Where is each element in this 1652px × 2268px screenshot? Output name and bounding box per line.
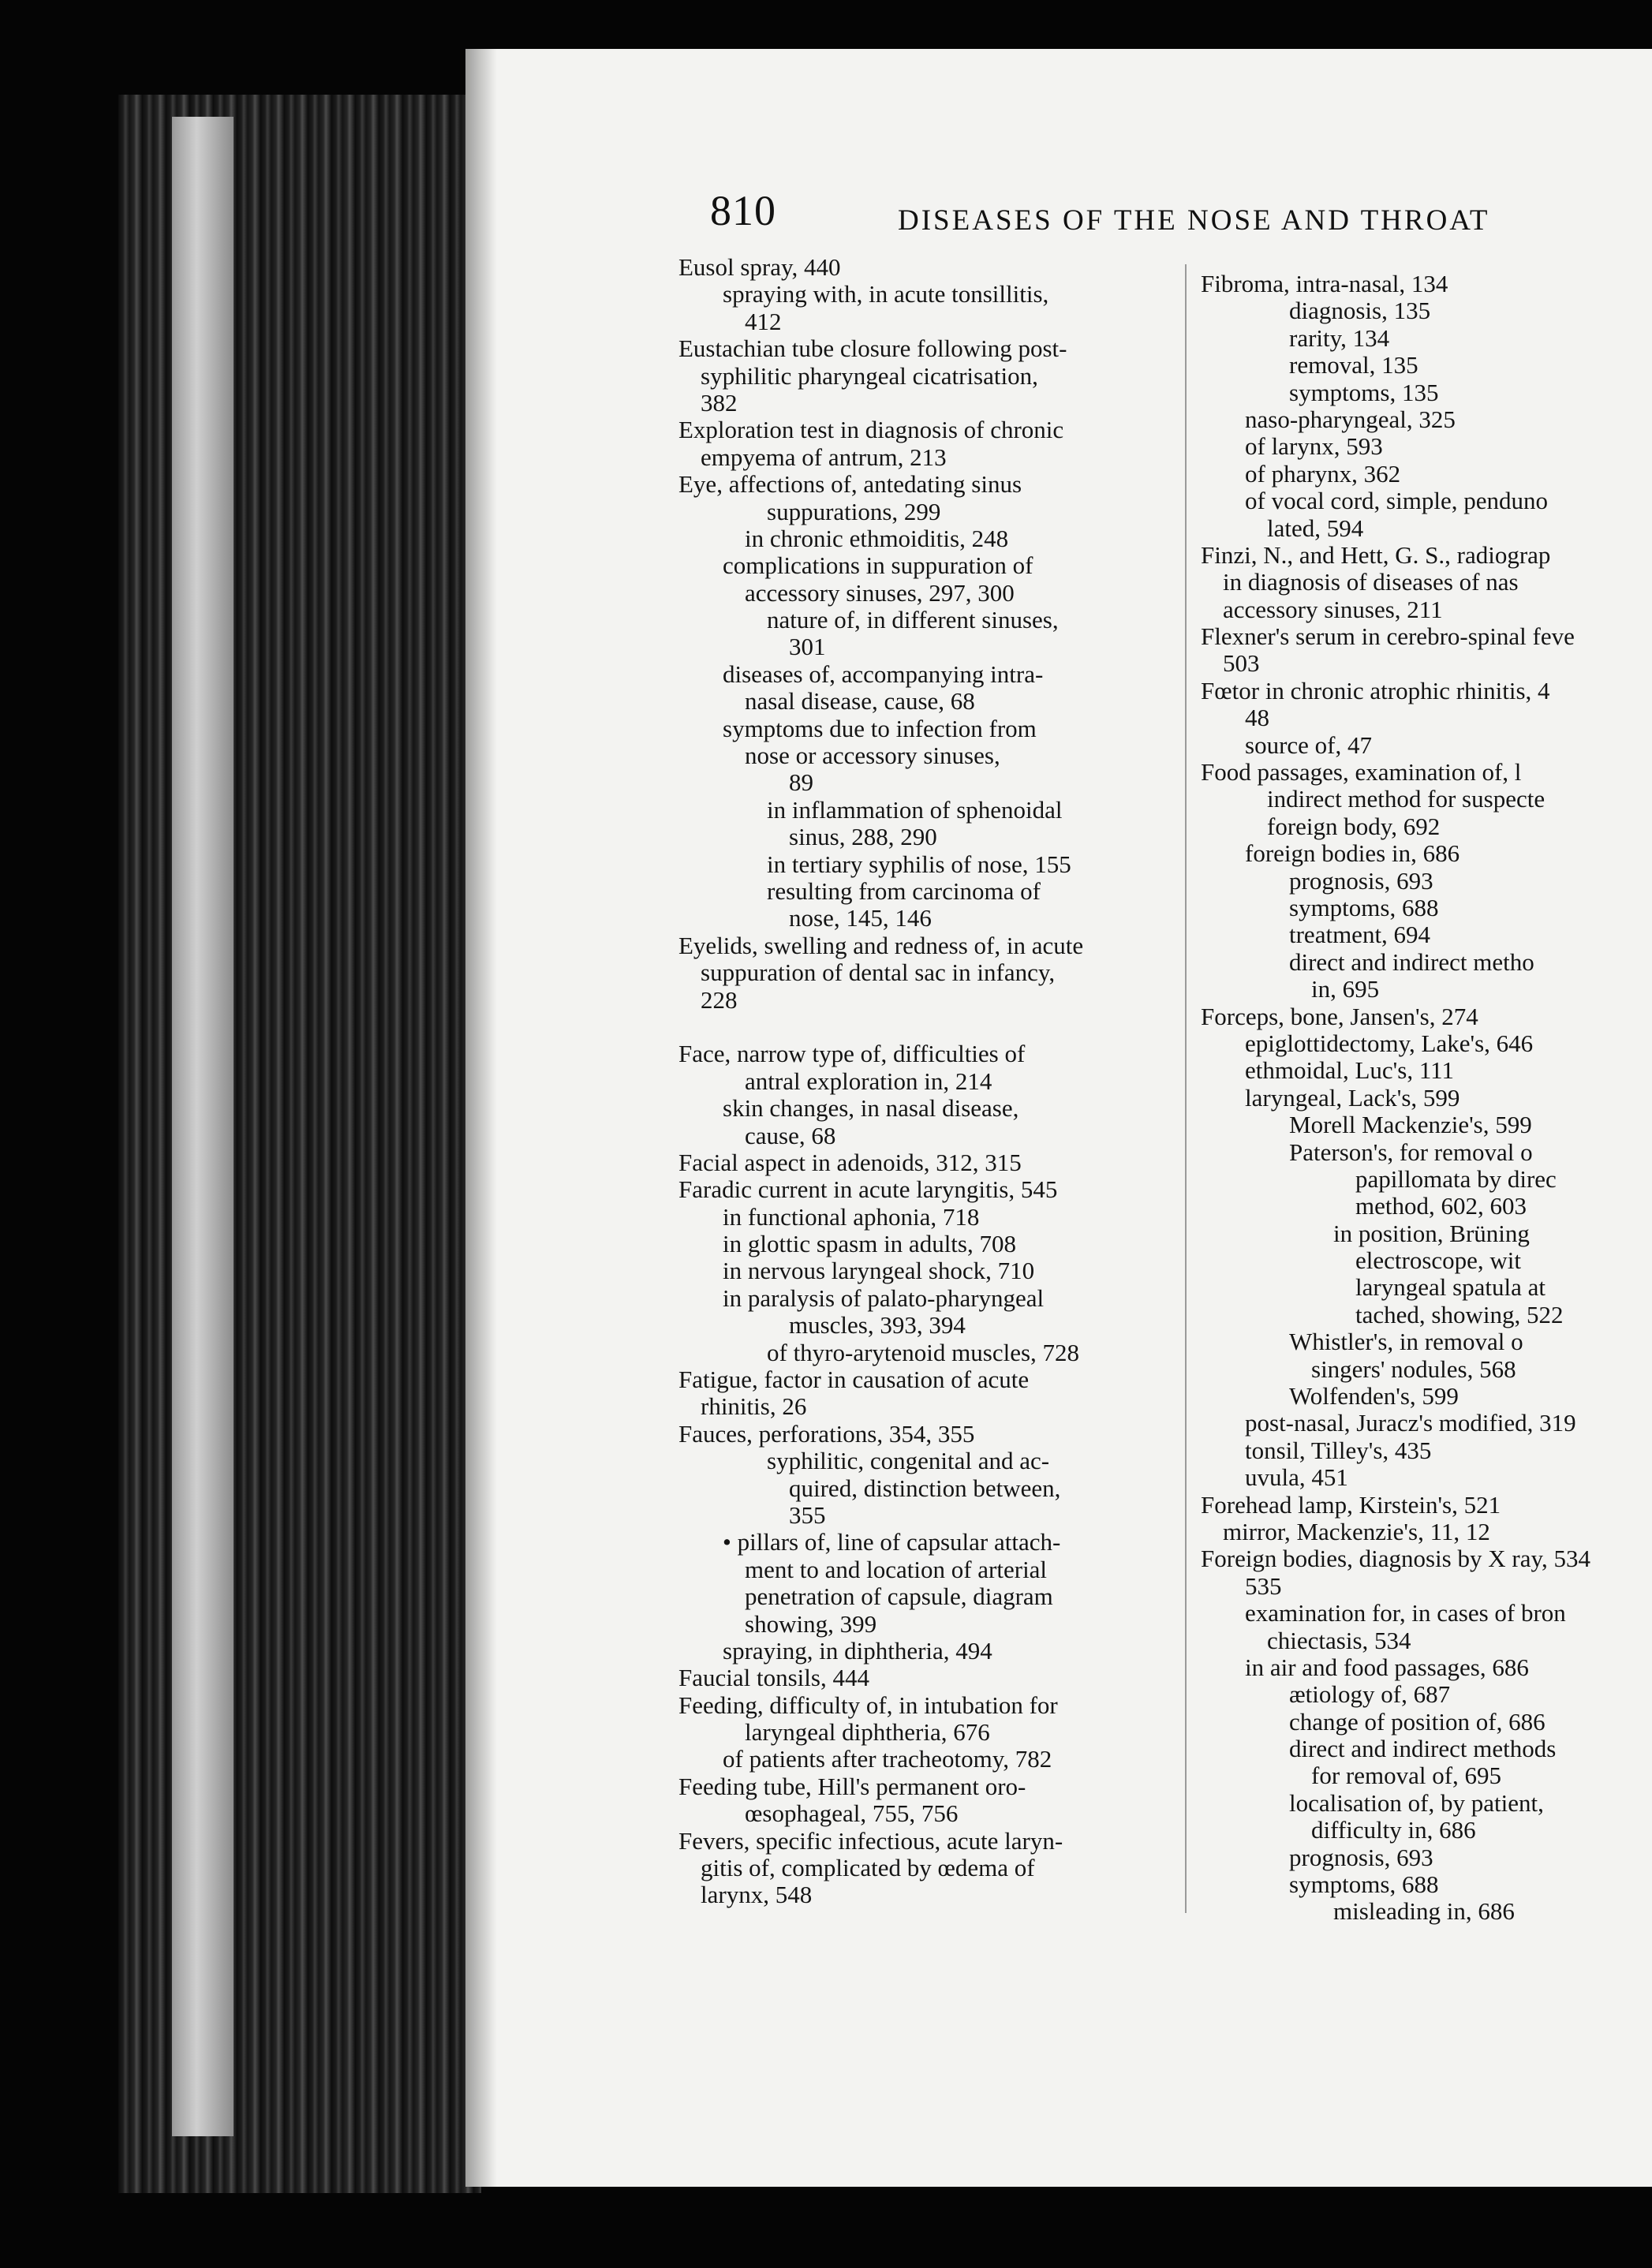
index-entry: source of, 47	[1245, 730, 1372, 759]
index-entry: nasal disease, cause, 68	[745, 687, 975, 716]
index-entry: 301	[789, 633, 826, 661]
index-entry: tached, showing, 522	[1355, 1300, 1564, 1328]
index-entry: chiectasis, 534	[1267, 1626, 1411, 1654]
index-entry: nature of, in different sinuses,	[767, 606, 1059, 634]
index-entry: accessory sinuses, 297, 300	[745, 578, 1015, 607]
index-entry: sinus, 288, 290	[789, 823, 937, 851]
index-entry: direct and indirect metho	[1289, 947, 1534, 976]
index-entry: 228	[701, 985, 738, 1014]
index-entry: papillomata by direc	[1355, 1164, 1557, 1193]
index-entry: mirror, Mackenzie's, 11, 12	[1223, 1517, 1490, 1545]
index-entry: direct and indirect methods	[1289, 1735, 1557, 1763]
index-column-right	[1201, 271, 1652, 1926]
index-entry: gitis of, complicated by œdema of	[701, 1854, 1035, 1882]
page-header	[710, 186, 1652, 241]
index-entry: Finzi, N., and Hett, G. S., radiograp	[1201, 540, 1551, 569]
index-entry: in tertiary syphilis of nose, 155	[767, 850, 1071, 878]
index-entry: Faradic current in acute laryngitis, 545	[678, 1175, 1058, 1204]
index-entry: spraying, in diphtheria, 494	[723, 1636, 992, 1665]
index-entry: of pharynx, 362	[1245, 459, 1401, 488]
index-entry: resulting from carcinoma of	[767, 876, 1041, 905]
index-entry: Eye, affections of, antedating sinus	[678, 470, 1022, 499]
index-entry: empyema of antrum, 213	[701, 443, 947, 471]
index-entry: penetration of capsule, diagram	[745, 1582, 1053, 1611]
index-entry: œsophageal, 755, 756	[745, 1799, 959, 1828]
index-entry: in diagnosis of diseases of nas	[1223, 568, 1519, 596]
index-entry: in, 695	[1311, 975, 1380, 1003]
index-entry: Forceps, bone, Jansen's, 274	[1201, 1002, 1478, 1030]
index-entry: 355	[789, 1500, 826, 1529]
index-entry: 48	[1245, 704, 1269, 732]
index-entry: ment to and location of arterial	[745, 1555, 1048, 1583]
index-entry: suppuration of dental sac in infancy,	[701, 958, 1056, 987]
index-entry: syphilitic, congenital and ac-	[767, 1447, 1050, 1475]
index-entry: Food passages, examination of, l	[1201, 758, 1522, 787]
page-number: 810	[710, 187, 776, 234]
index-entry: singers' nodules, 568	[1311, 1354, 1516, 1383]
index-entry: in functional aphonia, 718	[723, 1202, 980, 1231]
index-entry: Forehead lamp, Kirstein's, 521	[1201, 1490, 1501, 1519]
index-entry: symptoms, 135	[1289, 378, 1439, 406]
index-entry: Faucial tonsils, 444	[678, 1664, 869, 1692]
index-entry: treatment, 694	[1289, 921, 1431, 949]
index-entry: Eyelids, swelling and redness of, in acute	[678, 931, 1084, 959]
index-entry: Fauces, perforations, 354, 355	[678, 1419, 975, 1448]
index-entry: rarity, 134	[1289, 323, 1390, 352]
index-entry: symptoms, 688	[1289, 893, 1439, 921]
index-entry: in inflammation of sphenoidal	[767, 795, 1063, 824]
index-entry: method, 602, 603	[1355, 1192, 1527, 1220]
index-entry: • pillars of, line of capsular attach-	[723, 1528, 1061, 1556]
index-entry: complications in suppuration of	[723, 551, 1033, 580]
index-entry: skin changes, in nasal disease,	[723, 1094, 1019, 1123]
index-entry: 382	[701, 388, 738, 417]
index-entry: in paralysis of palato-pharyngeal	[723, 1283, 1045, 1312]
index-entry: examination for, in cases of bron	[1245, 1599, 1566, 1627]
index-entry: in air and food passages, 686	[1245, 1653, 1529, 1681]
index-entry: Fœtor in chronic atrophic rhinitis, 4	[1201, 676, 1550, 704]
index-entry: Exploration test in diagnosis of chronic	[678, 416, 1064, 444]
index-entry: ethmoidal, Luc's, 111	[1245, 1056, 1455, 1085]
index-entry: rhinitis, 26	[701, 1392, 807, 1421]
index-entry: difficulty in, 686	[1311, 1816, 1476, 1844]
index-entry: in nervous laryngeal shock, 710	[723, 1257, 1035, 1285]
index-entry: symptoms due to infection from	[723, 714, 1037, 742]
index-entry: of patients after tracheotomy, 782	[723, 1745, 1052, 1773]
index-entry: laryngeal diphtheria, 676	[745, 1718, 990, 1747]
index-entry: Whistler's, in removal o	[1289, 1328, 1523, 1356]
index-entry: 89	[789, 768, 813, 797]
index-entry: syphilitic pharyngeal cicatrisation,	[701, 361, 1038, 390]
index-entry: Eustachian tube closure following post-	[678, 334, 1067, 363]
index-entry: Feeding tube, Hill's permanent oro-	[678, 1772, 1026, 1800]
index-entry: Fevers, specific infectious, acute laryn-	[678, 1826, 1063, 1855]
index-entry: indirect method for suspecte	[1267, 785, 1545, 813]
index-entry: antral exploration in, 214	[745, 1067, 992, 1095]
index-entry: of thyro-arytenoid muscles, 728	[767, 1338, 1080, 1366]
index-entry: of vocal cord, simple, penduno	[1245, 487, 1548, 515]
index-entry: epiglottidectomy, Lake's, 646	[1245, 1029, 1534, 1057]
index-entry: misleading in, 686	[1333, 1897, 1515, 1926]
index-entry: uvula, 451	[1245, 1463, 1348, 1492]
index-entry: Fatigue, factor in causation of acute	[678, 1366, 1030, 1394]
index-entry: prognosis, 693	[1289, 866, 1433, 895]
index-entry: of larynx, 593	[1245, 432, 1383, 461]
running-head: DISEASES OF THE NOSE AND THROAT	[898, 204, 1490, 237]
index-entry: nose, 145, 146	[789, 904, 932, 932]
index-entry: change of position of, 686	[1289, 1707, 1545, 1736]
index-entry: spraying with, in acute tonsillitis,	[723, 280, 1049, 308]
index-entry: Eusol spray, 440	[678, 253, 841, 281]
index-column-left	[678, 254, 1168, 1909]
index-entry	[678, 1014, 1168, 1041]
index-entry: 535	[1245, 1571, 1282, 1600]
index-entry: lated, 594	[1267, 514, 1364, 542]
index-entry: larynx, 548	[701, 1881, 813, 1909]
index-entry: electroscope, wit	[1355, 1246, 1522, 1275]
index-entry: in chronic ethmoiditis, 248	[745, 524, 1009, 552]
index-entry: Face, narrow type of, difficulties of	[678, 1040, 1026, 1068]
index-entry: tonsil, Tilley's, 435	[1245, 1436, 1432, 1464]
index-entry: foreign body, 692	[1267, 812, 1441, 840]
index-entry: cause, 68	[745, 1121, 836, 1149]
index-entry: Paterson's, for removal o	[1289, 1138, 1533, 1166]
index-entry: in glottic spasm in adults, 708	[723, 1230, 1016, 1258]
index-entry: localisation of, by patient,	[1289, 1788, 1544, 1817]
index-entry: Flexner's serum in cerebro-spinal feve	[1201, 622, 1575, 651]
index-entry: symptoms, 688	[1289, 1870, 1439, 1899]
index-entry: prognosis, 693	[1289, 1843, 1433, 1871]
index-entry: laryngeal spatula at	[1355, 1273, 1546, 1302]
index-entry: muscles, 393, 394	[789, 1311, 966, 1340]
index-entry: laryngeal, Lack's, 599	[1245, 1083, 1460, 1112]
index-entry: Facial aspect in adenoids, 312, 315	[678, 1148, 1022, 1176]
index-entry: removal, 135	[1289, 351, 1418, 379]
index-entry: accessory sinuses, 211	[1223, 595, 1443, 623]
index-entry: in position, Brüning	[1333, 1219, 1530, 1247]
index-entry: Wolfenden's, 599	[1289, 1382, 1459, 1410]
index-entry: 503	[1223, 649, 1260, 678]
index-entry: Foreign bodies, diagnosis by X ray, 534	[1201, 1545, 1590, 1573]
book-edge-highlight	[172, 117, 234, 2136]
index-entry: ætiology of, 687	[1289, 1680, 1451, 1709]
index-entry: 412	[745, 307, 782, 335]
column-divider	[1185, 264, 1187, 1913]
index-entry: showing, 399	[745, 1609, 877, 1638]
index-entry: naso-pharyngeal, 325	[1245, 405, 1456, 433]
index-entry: quired, distinction between,	[789, 1474, 1061, 1502]
index-entry: Feeding, difficulty of, in intubation for	[678, 1691, 1058, 1719]
index-entry: for removal of, 695	[1311, 1762, 1502, 1790]
index-entry: post-nasal, Juracz's modified, 319	[1245, 1409, 1576, 1437]
index-entry: Morell Mackenzie's, 599	[1289, 1111, 1532, 1139]
index-entry: foreign bodies in, 686	[1245, 839, 1460, 868]
page-gutter-shadow	[465, 49, 497, 2187]
index-entry: suppurations, 299	[767, 497, 941, 525]
index-entry: diseases of, accompanying intra-	[723, 659, 1044, 688]
index-entry: nose or accessory sinuses,	[745, 742, 1000, 770]
index-entry: diagnosis, 135	[1289, 297, 1431, 325]
index-entry: Fibroma, intra-nasal, 134	[1201, 271, 1448, 297]
